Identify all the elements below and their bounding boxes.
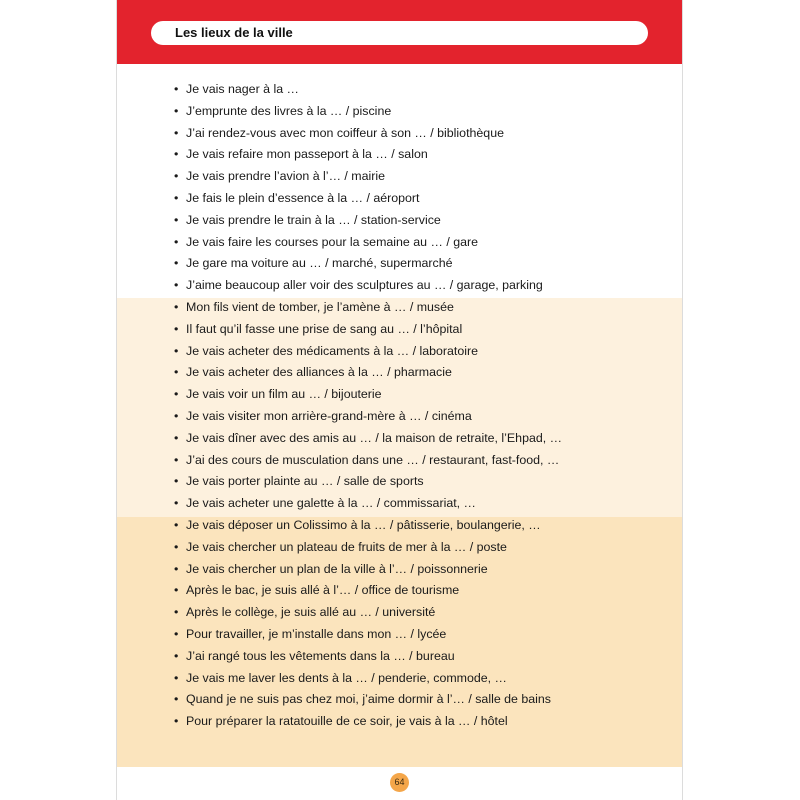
bullet-icon: • (174, 626, 179, 641)
list-item (117, 144, 562, 166)
bullet-icon: • (174, 147, 179, 162)
list-item (117, 668, 562, 690)
list-item (117, 515, 562, 537)
bullet-icon: • (174, 648, 179, 663)
list-item-text: Je vais acheter une galette à la … / commissariat, … (186, 496, 476, 511)
bullet-icon: • (174, 452, 179, 467)
sentence-list (117, 79, 562, 733)
list-item-text: Je vais prendre l’avion à l’… / mairie (186, 169, 386, 184)
list-item (117, 253, 562, 275)
list-item (117, 79, 562, 101)
bullet-icon: • (174, 343, 179, 358)
list-item (117, 275, 562, 297)
list-item-text: Je vais prendre le train à la … / station-service (186, 212, 441, 227)
list-item-text: Je vais faire les courses pour la semaine au … / gare (186, 234, 479, 249)
bullet-icon: • (174, 190, 179, 205)
list-item (117, 341, 562, 363)
list-item (117, 493, 562, 515)
bullet-icon: • (174, 125, 179, 140)
list-item (117, 123, 562, 145)
list-item (117, 689, 562, 711)
bullet-icon: • (174, 474, 179, 489)
list-item (117, 210, 562, 232)
list-item-text: Pour préparer la ratatouille de ce soir, je vais à la … / hôtel (186, 714, 508, 729)
bullet-icon: • (174, 256, 179, 271)
list-item (117, 602, 562, 624)
title-pill (151, 21, 648, 45)
list-item-text: Je vais déposer un Colissimo à la … / pâtisserie, boulangerie, … (186, 517, 541, 532)
list-item-text: Je vais acheter des alliances à la … / pharmacie (186, 365, 452, 380)
list-item-text: Quand je ne suis pas chez moi, j’aime dormir à l’… / salle de bains (186, 692, 552, 707)
list-item-text: Après le bac, je suis allé à l’… / office de tourisme (186, 583, 460, 598)
list-item (117, 384, 562, 406)
list-item (117, 559, 562, 581)
list-item-text: Je vais nager à la … (186, 82, 299, 96)
list-item-text: Il faut qu’il fasse une prise de sang au … / l’hôpital (186, 321, 463, 336)
list-item-text: Je gare ma voiture au … / marché, supermarché (186, 256, 453, 271)
list-item-text: Je vais me laver les dents à la … / penderie, commode, … (186, 670, 507, 685)
list-item-text: J’emprunte des livres à la … / piscine (186, 103, 392, 118)
list-item (117, 624, 562, 646)
list-item (117, 428, 562, 450)
bullet-icon: • (174, 583, 179, 598)
bullet-icon: • (174, 692, 179, 707)
bullet-icon: • (174, 408, 179, 423)
page-title: Les lieux de la ville (175, 25, 293, 40)
list-item (117, 188, 562, 210)
list-item-text: Je vais visiter mon arrière-grand-mère à … / cinéma (186, 408, 472, 423)
bullet-icon: • (174, 714, 179, 729)
list-item (117, 580, 562, 602)
bullet-icon: • (174, 561, 179, 576)
bullet-icon: • (174, 517, 179, 532)
list-item-text: Je fais le plein d’essence à la … / aéroport (186, 190, 420, 205)
list-item-text: Je vais acheter des médicaments à la … / laboratoire (186, 343, 479, 358)
list-item (117, 537, 562, 559)
list-item-text: J’ai rangé tous les vêtements dans la … / bureau (186, 648, 455, 663)
bullet-icon: • (174, 387, 179, 402)
bullet-icon: • (174, 496, 179, 511)
list-item-text: Je vais chercher un plateau de fruits de mer à la … / poste (186, 539, 507, 554)
list-item (117, 646, 562, 668)
list-item (117, 319, 562, 341)
list-item-text: Mon fils vient de tomber, je l’amène à … / musée (186, 299, 454, 314)
bullet-icon: • (174, 103, 179, 118)
bullet-icon: • (174, 670, 179, 685)
list-item (117, 166, 562, 188)
list-item (117, 362, 562, 384)
list-item-text: J’ai rendez-vous avec mon coiffeur à son … / bibliothèque (186, 125, 504, 140)
list-item-text: Pour travailler, je m’installe dans mon … / lycée (186, 626, 447, 641)
list-item (117, 471, 562, 493)
list-item-text: Je vais dîner avec des amis au … / la maison de retraite, l’Ehpad, … (186, 430, 563, 445)
list-item-text: J’aime beaucoup aller voir des sculptures au … / garage, parking (186, 278, 543, 293)
bullet-icon: • (174, 82, 179, 96)
list-item (117, 406, 562, 428)
list-item (117, 450, 562, 472)
bullet-icon: • (174, 430, 179, 445)
bullet-icon: • (174, 605, 179, 620)
list-item (117, 101, 562, 123)
page (117, 0, 682, 800)
header-band (117, 0, 682, 64)
list-item-text: J’ai des cours de musculation dans une … / restaurant, fast-food, … (186, 452, 560, 467)
list-item-text: Je vais chercher un plan de la ville à l’… / poissonnerie (186, 561, 488, 576)
bullet-icon: • (174, 234, 179, 249)
list-item-text: Je vais refaire mon passeport à la … / salon (186, 147, 428, 162)
list-item-text: Après le collège, je suis allé au … / université (186, 605, 436, 620)
page-number-badge: 64 (390, 773, 409, 792)
list-item-text: Je vais voir un film au … / bijouterie (186, 387, 382, 402)
list-item-text: Je vais porter plainte au … / salle de sports (186, 474, 424, 489)
bullet-icon: • (174, 278, 179, 293)
list-item (117, 297, 562, 319)
bullet-icon: • (174, 169, 179, 184)
list-item (117, 232, 562, 254)
bullet-icon: • (174, 212, 179, 227)
bullet-icon: • (174, 365, 179, 380)
bullet-icon: • (174, 539, 179, 554)
bullet-icon: • (174, 299, 179, 314)
list-item (117, 711, 562, 733)
bullet-icon: • (174, 321, 179, 336)
